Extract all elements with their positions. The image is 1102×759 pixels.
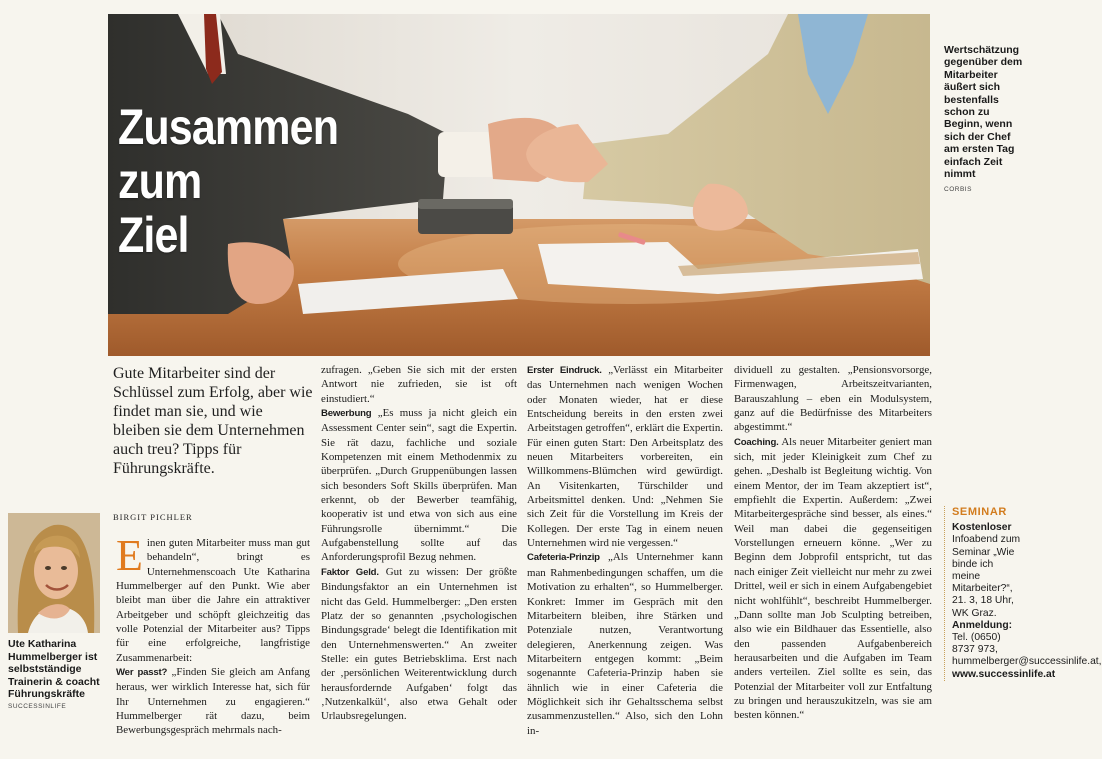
run-in-heading: Bewerbung bbox=[321, 408, 372, 420]
photo-credit: CORBIS bbox=[944, 186, 972, 193]
author-portrait bbox=[8, 513, 100, 633]
paragraph: „Finden Sie gleich am Anfang heraus, wer wirklich Interesse hat, sich für Ihr Unternehmen zu engagieren.“ Hummelberger rät dazu, beim Bewerbungsgespräch mehrmals nach- bbox=[116, 666, 310, 737]
paragraph: dividuell zu gestalten. „Pensionsvorsorge, Firmenwagen, Arbeitszeitvarianten, Barauszahlung – eben ein Modulsystem, ganz auf die Bedürfnisse des Mitarbeiters abgestimmt.“ bbox=[734, 364, 932, 434]
paragraph: Gut zu wissen: Der größte Bindungsfaktor an ein Unternehmen ist nicht das Geld. Hummelberger: „Den ersten Platz der so genannten ‚psychologischen Bindungsgrade‘ belegt die Identifikation mit den Unternehmenswerten.“ An zweiter Stelle: ein gutes Betriebsklima. Erst nach der ‚persönlichen Weiterentwicklung durch herausfordernde Aufgaben‘ folgt das ‚Nutzenkalkül‘, also etwa Gehalt oder Urlaubsregelungen. bbox=[321, 565, 517, 723]
run-in-heading: Faktor Geld. bbox=[321, 566, 379, 578]
drop-cap: E bbox=[116, 531, 143, 580]
article-column-1 bbox=[116, 531, 310, 738]
headline-line-3: Ziel bbox=[118, 207, 189, 263]
headline-line-1: Zusammen bbox=[118, 99, 339, 155]
article-column-4 bbox=[734, 363, 932, 723]
article-column-2 bbox=[321, 363, 517, 724]
portrait-caption: Ute Katharina Hummelberger ist selbstständige Trainerin & coacht Führungskräfte bbox=[8, 638, 100, 700]
seminar-text: Infoabend zum Seminar „Wie binde ich meine Mitarbeiter?“, 21. 3, 18 Uhr, WK Graz. bbox=[952, 534, 1021, 619]
paragraph: „Verlässt ein Mitarbeiter das Unternehmen nach wenigen Wochen oder Monaten wieder, hat er diese Entscheidung bereits in den ersten zwei Arbeitstagen getroffen“, erklärt die Expertin. Für einen guten Start: Den Arbeitsplatz des neuen Mitarbeiters vorbereiten, ein Willkommens-Blümchen wird gewürdigt. An Visitenkarten, Türschilder und Arbeitsmittel denken. Und: „Nehmen Sie sich Zeit für die Vorstellung im Kreis der Kollegen. Der erste Tag in einem neuen Unternehmen wird nie vergessen.“ bbox=[527, 364, 723, 550]
run-in-heading: Erster Eindruck. bbox=[527, 365, 602, 376]
headline-line-2: zum bbox=[118, 153, 202, 209]
seminar-lead-word: Kostenloser bbox=[952, 522, 1012, 534]
paragraph: inen guten Mitarbeiter muss man gut behandeln“, bringt es Unternehmenscoach Ute Katharina Hummelberger auf den Punkt. Wie aber bleibt man über die Jahre ein attraktiver Arbeitgeber und schöpft gleichzeitig das volle Potenzial der Mitarbeiter aus? Tipps für eine erfolgreiche, langfristige Zusammenarbeit: bbox=[116, 537, 310, 664]
seminar-website-link[interactable]: www.successinlife.at bbox=[952, 668, 1056, 680]
run-in-heading: Cafeteria-Prinzip bbox=[527, 552, 600, 564]
photo-caption: Wertschätzung gegenüber dem Mitarbeiter äußert sich bestenfalls schon zu Beginn, wenn sich der Chef am ersten Tag einfach Zeit nimmt bbox=[944, 44, 1023, 181]
headline bbox=[118, 100, 376, 262]
paragraph: zufragen. „Geben Sie sich mit der ersten Antwort nie zufrieden, sie ist oft einstudiert.“ bbox=[321, 364, 517, 405]
seminar-box bbox=[944, 506, 1102, 681]
seminar-heading: SEMINAR bbox=[952, 506, 1007, 518]
run-in-heading: Wer passt? bbox=[116, 667, 168, 679]
portrait-illustration bbox=[8, 513, 100, 633]
run-in-heading: Coaching. bbox=[734, 436, 779, 448]
paragraph: Als neuer Mitarbeiter geniert man sich, mit jeder Kleinigkeit zum Chef zu gehen. „Deshalb ist Begleitung wichtig. Von einem Mentor, der im Team akzeptiert ist“, empfiehlt die Expertin. Außerdem: „Zwei Mitarbeitergespräche sind besser, als eines.“ Weil man dabei die gegenseitigen Vorstellungen erneuern könne. „Wer zu Beginn dem Jobprofil entspricht, tut das nach einiger Zeit vielleicht nur mehr zu zwei Drittel, weil er sich in einem Aufgabengebiet nicht wohlfühlt“, beschreibt Hummelberger. „Dann sollte man Job Sculpting betreiben, also wie ein Bildhauer das Essentielle, also den passenden Aufgabenbereich herausarbeiten und die Aufgaben im Team anders verteilen. Ziel sollte es sein, das Potenzial der Mitarbeiter voll zur Entfaltung zu bringen und herauszukitzeln, was sie am besten können.“ bbox=[734, 435, 932, 722]
article-column-3 bbox=[527, 363, 723, 738]
seminar-registration-label: Anmeldung: bbox=[952, 619, 1013, 631]
paragraph: „Als Unternehmer kann man Rahmenbedingungen schaffen, um die Motivation zu erhalten“, so Hummelberger. Konkret: Immer im Gespräch mit den Mitarbeitern bleiben, ihre Stärken und Potenziale nutzen, Verantwortung delegieren, Anerkennung zeigen. Was Mitarbeitern entgegen kommt: „Beim sogenannte Cafeteria-Prinzip haben sie ähnlich wie in einer Cafeteria die Möglichkeit sich ihr Gehaltsschema selbst zusammenzustellen.“ Also, sich den Lohn in- bbox=[527, 551, 723, 737]
byline: BIRGIT PICHLER bbox=[113, 512, 193, 522]
paragraph: „Es muss ja nicht gleich ein Assessment Center sein“, sagt die Expertin. Sie rät dazu, fachliche und soziale Kompetenzen mit einem Methodenmix zu überprüfen. „Durch Gruppenübungen lassen sich besonders Soft Skills überprüfen. Man erkennt, ob der Bewerber teamfähig, kooperativ ist und etwa von sich aus eine Führungsrolle übernimmt.“ Die Aufgabenstellung sollte auf das Anforderungsprofil Bezug nehmen. bbox=[321, 407, 517, 564]
lead-text: Gute Mitarbeiter sind der Schlüssel zum Erfolg, aber wie findet man sie, und wie bleiben sie dem Unternehmen auch treu? Tipps für Führungskräfte. bbox=[113, 365, 313, 477]
seminar-contact: Tel. (0650) 8737 973, hummelberger@successinlife.at, bbox=[952, 632, 1102, 668]
portrait-credit: SUCCESSINLIFE bbox=[8, 703, 67, 710]
